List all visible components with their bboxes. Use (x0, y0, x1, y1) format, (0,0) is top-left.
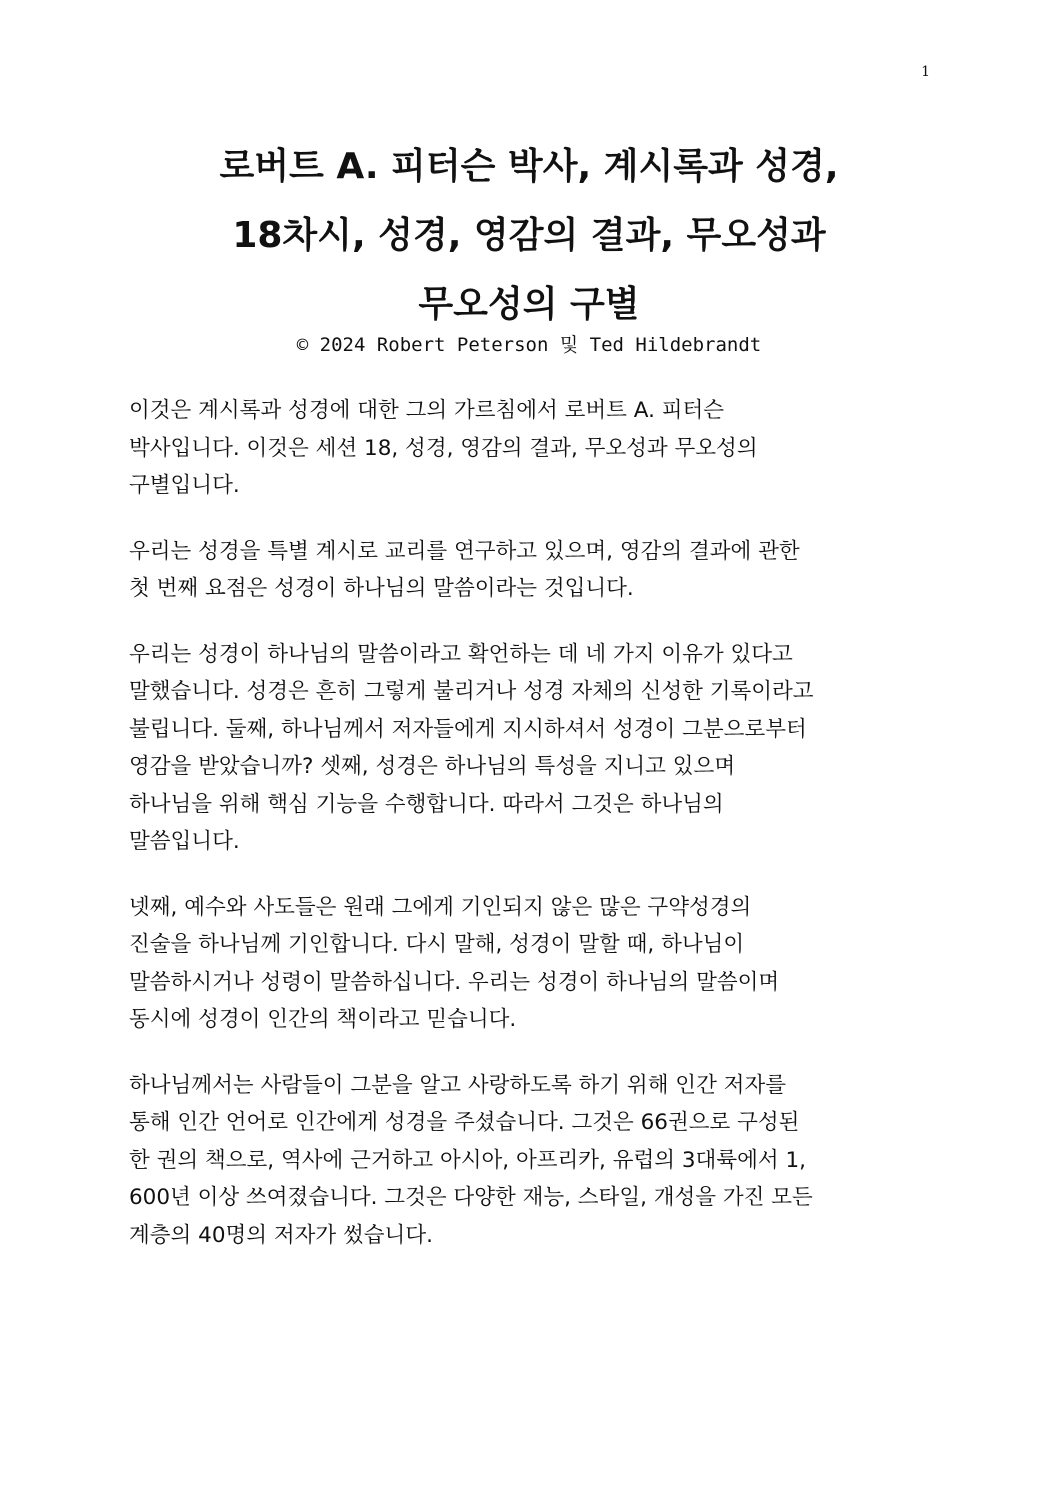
paragraph (129, 392, 939, 505)
title-line: 무오성의 구별 (418, 284, 640, 325)
paragraph-line: 첫 번째 요점은 성경이 하나님의 말씀이라는 것입니다. (129, 576, 634, 601)
paragraph (129, 889, 939, 1039)
title-line: 18차시, 성경, 영감의 결과, 무오성과 (232, 215, 826, 256)
paragraph-line: 이것은 계시록과 성경에 대한 그의 가르침에서 로버트 A. 피터슨 (129, 398, 725, 423)
paragraph-line: 동시에 성경이 인간의 책이라고 믿습니다. (129, 1007, 517, 1032)
paragraph-line: 박사입니다. 이것은 세션 18, 성경, 영감의 결과, 무오성과 무오성의 (129, 435, 758, 461)
title-line: 로버트 A. 피터슨 박사, 계시록과 성경, (219, 146, 839, 187)
paragraph-line: 진술을 하나님께 기인합니다. 다시 말해, 성경이 말할 때, 하나님이 (129, 932, 745, 957)
paragraph-line: 넷째, 예수와 사도들은 원래 그에게 기인되지 않은 많은 구약성경의 (129, 894, 752, 920)
paragraph-line: 계층의 40명의 저자가 썼습니다. (129, 1222, 433, 1248)
paragraph-line: 불립니다. 둘째, 하나님께서 저자들에게 지시하셔서 성경이 그분으로부터 (129, 716, 807, 742)
paragraph-line: 우리는 성경을 특별 계시로 교리를 연구하고 있으며, 영감의 결과에 관한 (129, 538, 800, 564)
paragraph-line: 한 권의 책으로, 역사에 근거하고 아시아, 아프리카, 유럽의 3대륙에서 1, (129, 1147, 806, 1173)
paragraph-line: 말씀입니다. (129, 829, 240, 854)
paragraph-line: 구별입니다. (129, 473, 240, 498)
page-number: 1 (921, 64, 930, 80)
paragraph (129, 533, 939, 608)
paragraph-line: 하나님을 위해 핵심 기능을 수행합니다. 따라서 그것은 하나님의 (129, 791, 724, 817)
paragraph-line: 하나님께서는 사람들이 그분을 알고 사랑하도록 하기 위해 인간 저자를 (129, 1072, 786, 1098)
document-body (129, 392, 939, 1282)
paragraph-line: 말씀하시거나 성령이 말씀하십니다. 우리는 성경이 하나님의 말씀이며 (129, 969, 780, 995)
paragraph (129, 1067, 939, 1255)
copyright-notice: © 2024 Robert Peterson 및 Ted Hildebrandt (296, 334, 762, 356)
document-title (90, 132, 968, 339)
paragraph-line: 600년 이상 쓰여졌습니다. 그것은 다양한 재능, 스타일, 개성을 가진 모든 (129, 1185, 813, 1210)
paragraph-line: 우리는 성경이 하나님의 말씀이라고 확언하는 데 네 가지 이유가 있다고 (129, 641, 793, 667)
paragraph-line: 말했습니다. 성경은 흔히 그렇게 불리거나 성경 자체의 신성한 기록이라고 (129, 679, 814, 704)
paragraph-line: 영감을 받았습니까? 셋째, 성경은 하나님의 특성을 지니고 있으며 (129, 754, 736, 779)
paragraph (129, 636, 939, 861)
paragraph-line: 통해 인간 언어로 인간에게 성경을 주셨습니다. 그것은 66권으로 구성된 (129, 1110, 800, 1135)
